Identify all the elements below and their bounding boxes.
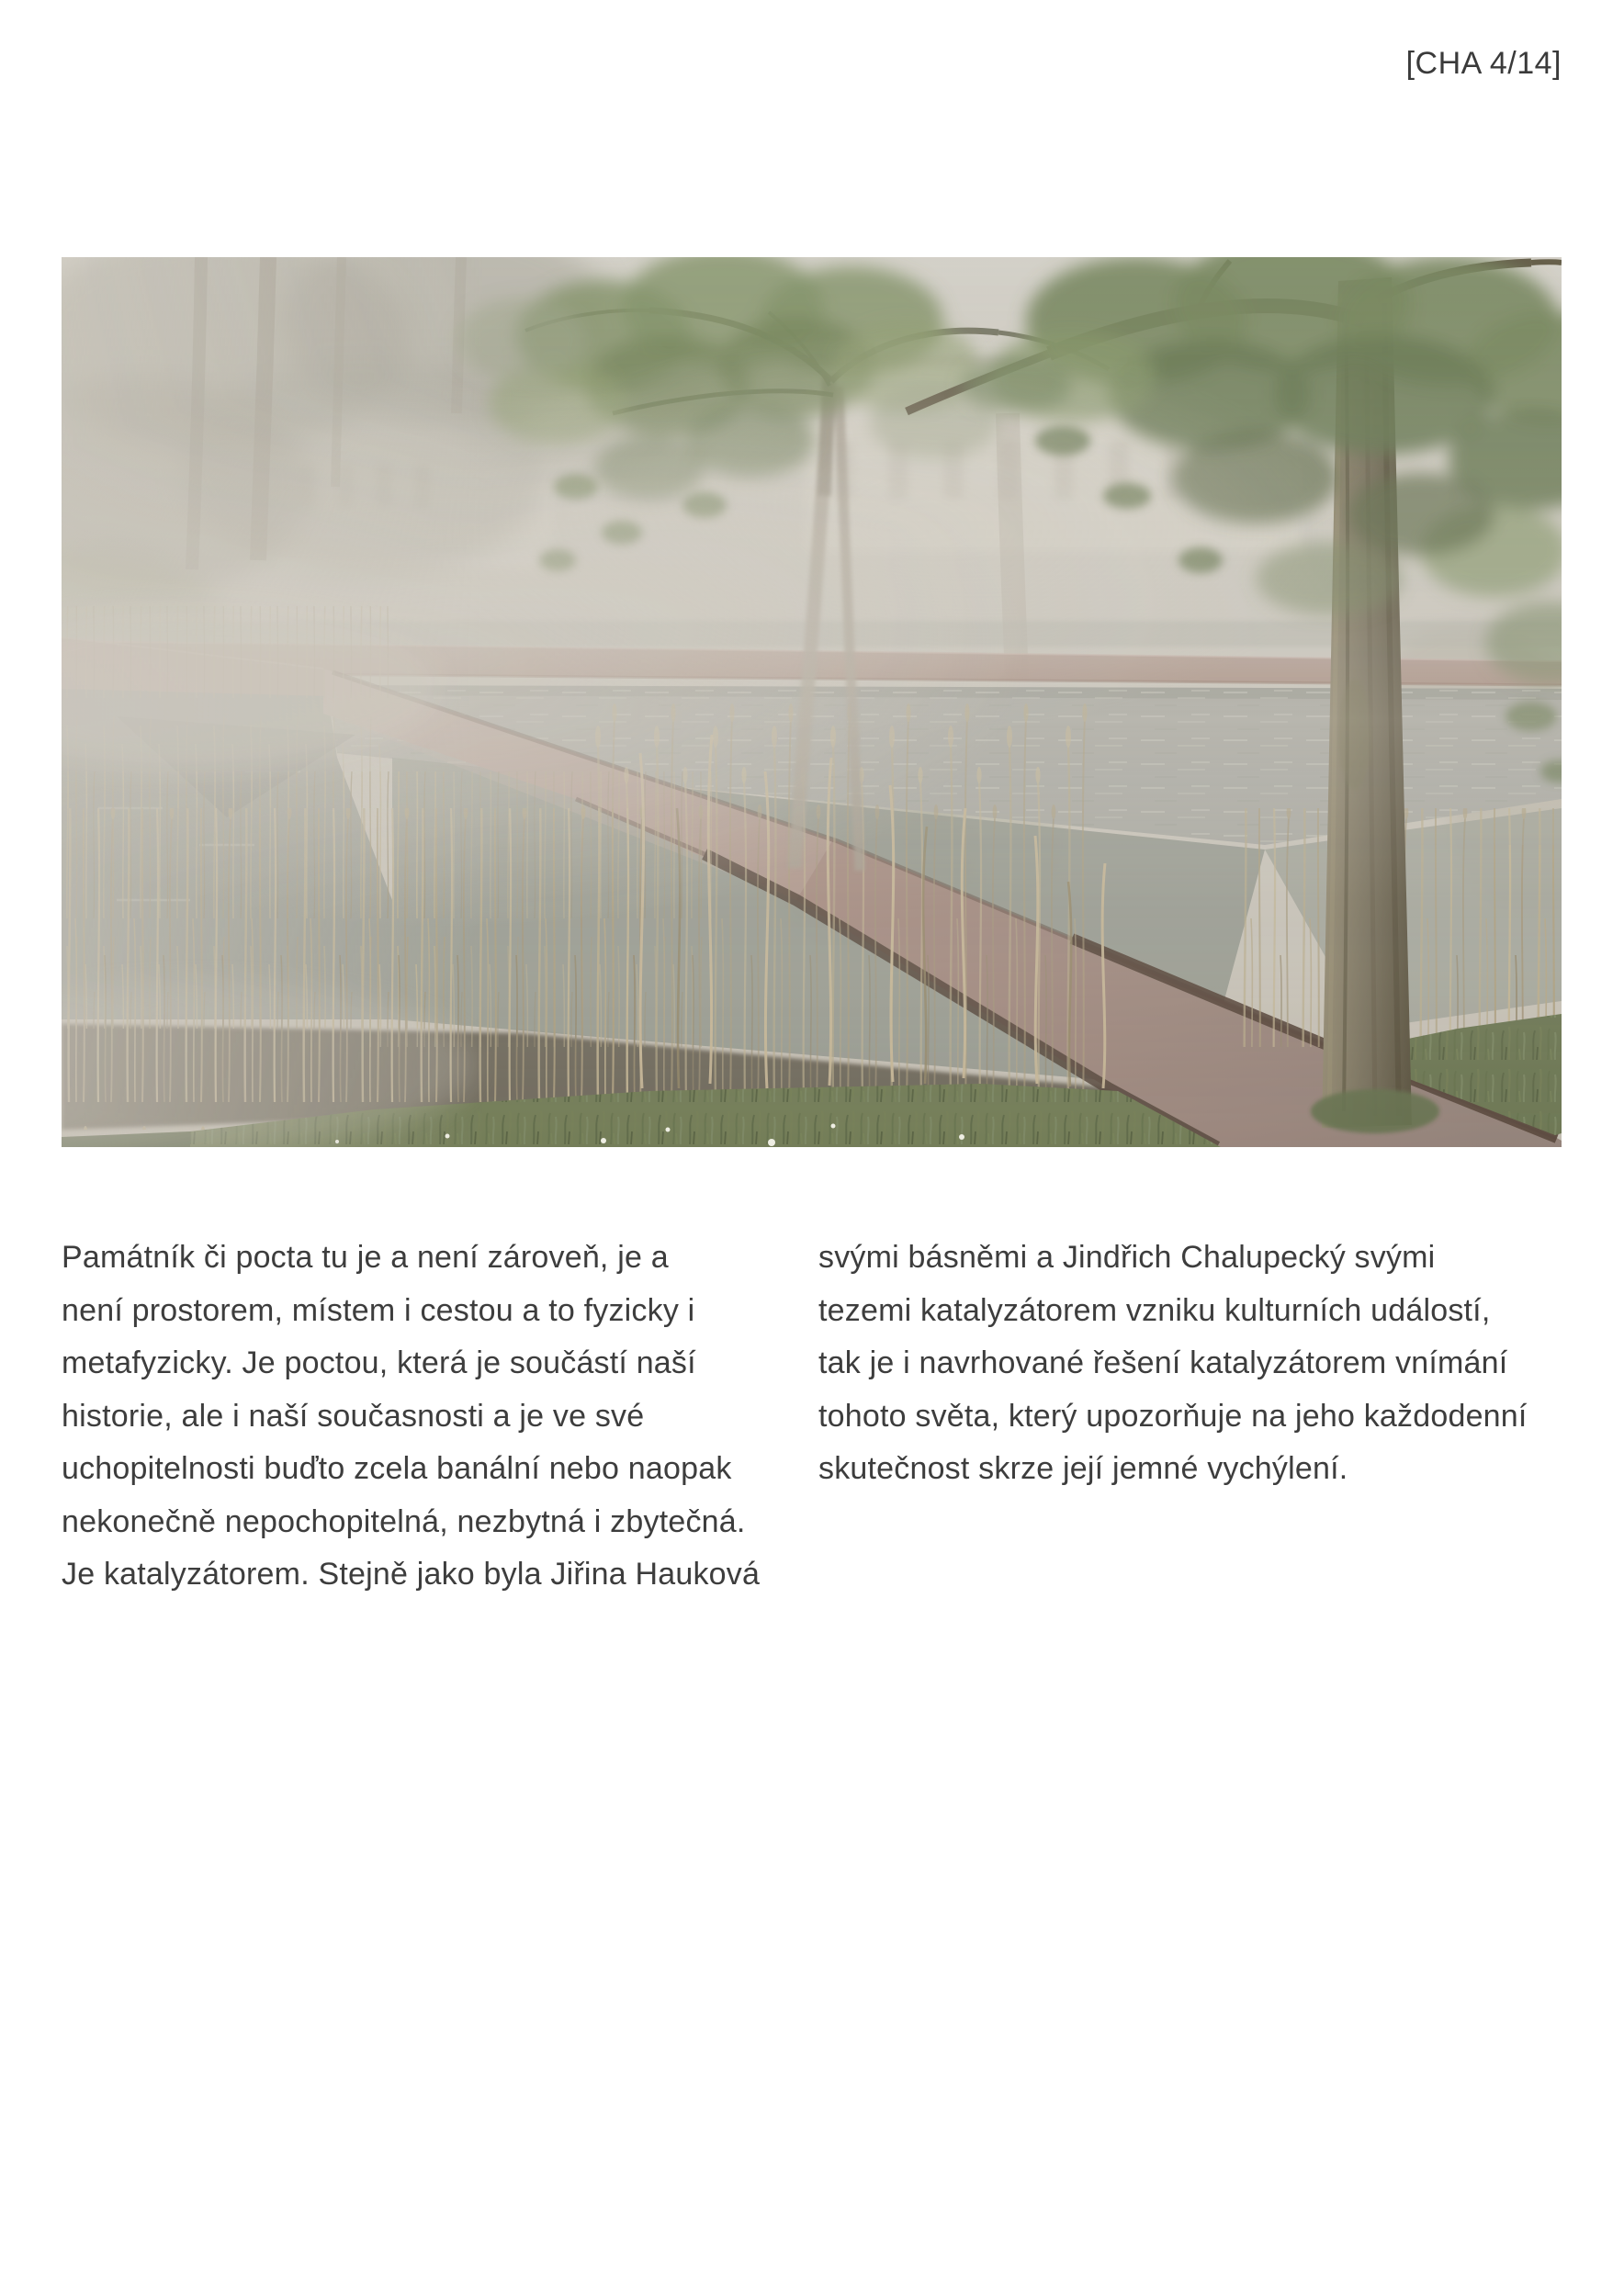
paragraph-line: historie, ale i naší současnosti a je ve své bbox=[62, 1398, 645, 1434]
paragraph-line: metafyzicky. Je poctou, která je součástí naší bbox=[62, 1345, 696, 1380]
paragraph-line: Památník či pocta tu je a není zároveň, je a bbox=[62, 1240, 669, 1275]
fog-overlay bbox=[62, 257, 1562, 1147]
text-column-left bbox=[62, 1232, 760, 1602]
page-tag: [CHA 4/14] bbox=[1405, 46, 1562, 81]
paragraph-line: uchopitelnosti buďto zcela banální nebo naopak bbox=[62, 1451, 732, 1486]
paragraph-line: svými básněmi a Jindřich Chalupecký svými bbox=[818, 1240, 1436, 1275]
paragraph-line: nekonečně nepochopitelná, nezbytná i zbytečná. bbox=[62, 1503, 746, 1539]
paragraph-line: Je katalyzátorem. Stejně jako byla Jiřina Hauková bbox=[62, 1557, 761, 1592]
landscape-render-image bbox=[62, 257, 1562, 1147]
paragraph-line: skutečnost skrze její jemné vychýlení. bbox=[818, 1451, 1348, 1486]
paragraph-line: tohoto světa, který upozorňuje na jeho každodenní bbox=[818, 1398, 1528, 1434]
text-column-right bbox=[818, 1232, 1528, 1496]
paragraph-line: tezemi katalyzátorem vzniku kulturních událostí, bbox=[818, 1292, 1491, 1328]
paragraph-line: není prostorem, místem i cestou a to fyzicky i bbox=[62, 1292, 695, 1328]
paragraph-line: tak je i navrhované řešení katalyzátorem vnímání bbox=[818, 1345, 1508, 1380]
